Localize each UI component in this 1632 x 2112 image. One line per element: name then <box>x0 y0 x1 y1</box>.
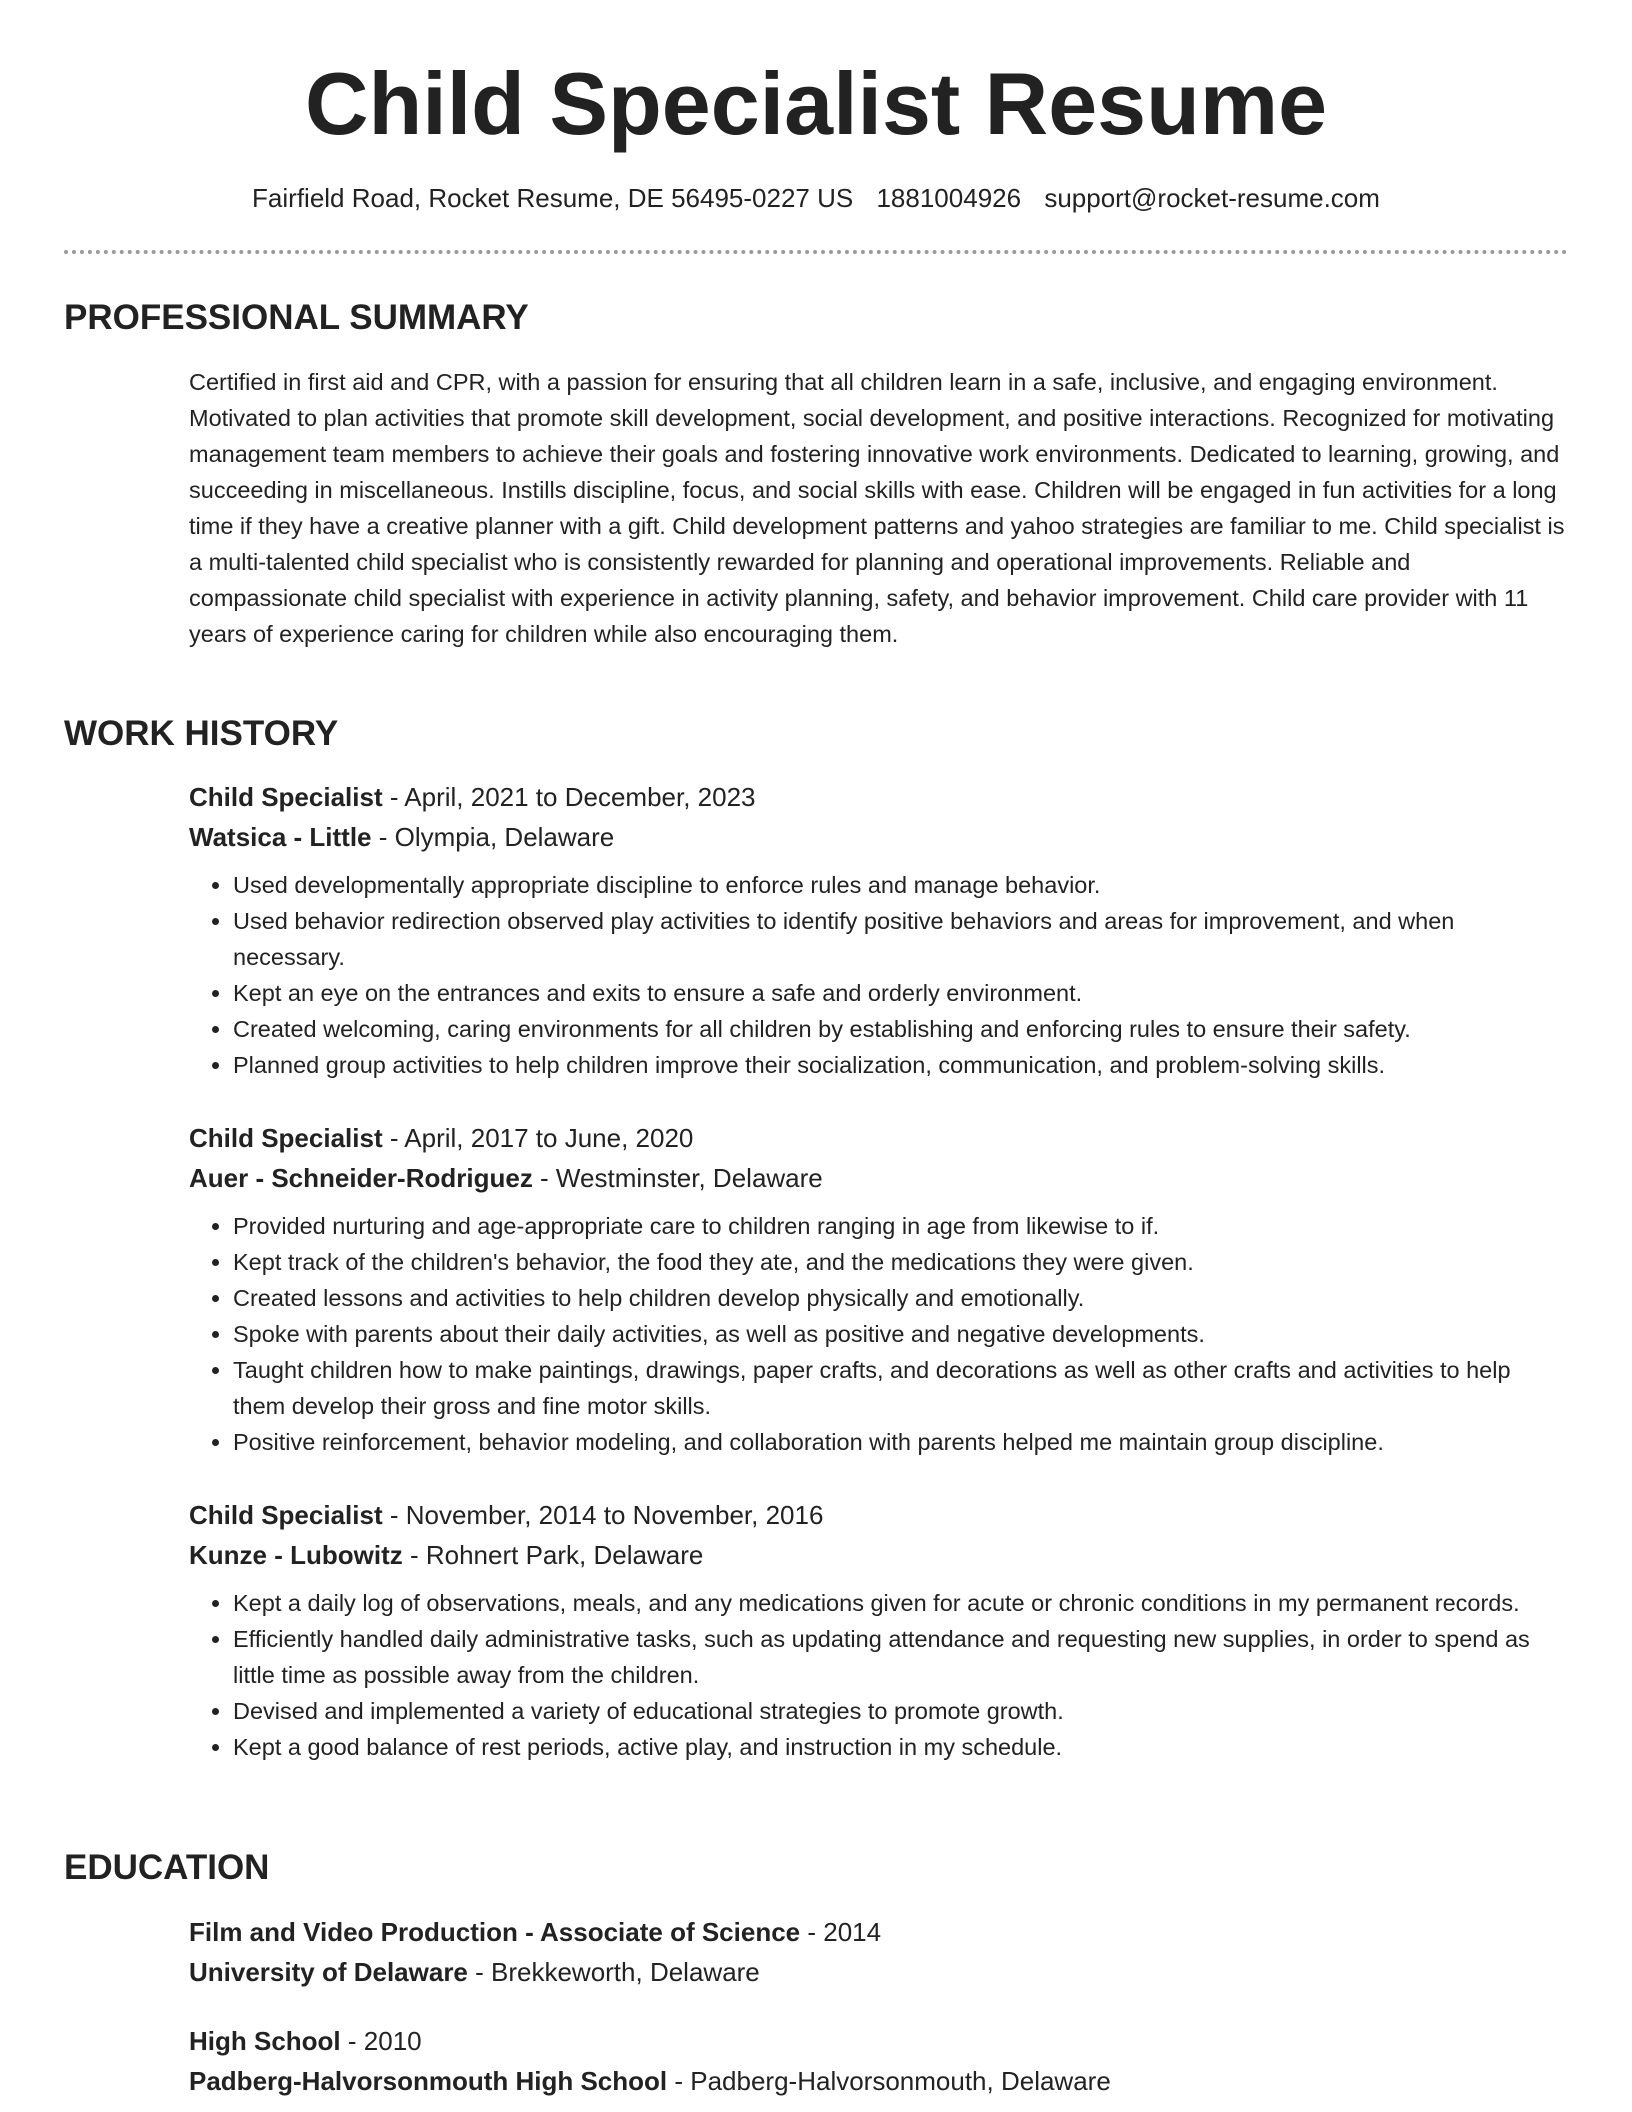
job-company-line <box>189 817 1569 857</box>
list-item: • Used developmentally appropriate discipline to enforce rules and manage behavior. <box>233 867 1569 903</box>
list-item: • Kept track of the children's behavior, the food they ate, and the medications they were given. <box>233 1244 1569 1280</box>
contact-line <box>0 180 1632 216</box>
education-school-line <box>189 1952 1569 1992</box>
job-2 <box>189 1118 1569 1460</box>
education-heading: EDUCATION <box>64 1848 270 1887</box>
education-year: - 2014 <box>800 1917 882 1947</box>
education-school: University of Delaware <box>189 1957 468 1987</box>
job-role: Child Specialist <box>189 1123 383 1153</box>
education-school: Padberg-Halvorsonmouth High School <box>189 2066 668 2096</box>
list-item: • Used behavior redirection observed play activities to identify positive behaviors and areas for improvement, and when necessary. <box>233 903 1569 975</box>
education-year: - 2010 <box>340 2026 422 2056</box>
job-title-line <box>189 777 1569 817</box>
job-location: - Rohnert Park, Delaware <box>402 1540 704 1570</box>
job-company-line <box>189 1158 1569 1198</box>
list-item: • Positive reinforcement, behavior modeling, and collaboration with parents helped me maintain group discipline. <box>233 1424 1569 1460</box>
list-item: • Efficiently handled daily administrative tasks, such as updating attendance and requesting new supplies, in order to spend as little time as possible away from the children. <box>233 1621 1569 1693</box>
education-location: - Padberg-Halvorsonmouth, Delaware <box>667 2066 1111 2096</box>
education-school-line <box>189 2061 1569 2101</box>
education-degree-line <box>189 1912 1569 1952</box>
list-item: • Kept a daily log of observations, meals, and any medications given for acute or chronic conditions in my permanent records. <box>233 1585 1569 1621</box>
summary-section <box>189 364 1569 652</box>
job-dates: - April, 2017 to June, 2020 <box>382 1123 694 1153</box>
education-entry-1 <box>189 1912 1569 1992</box>
contact-address: Fairfield Road, Rocket Resume, DE 56495-0227 US <box>252 183 854 213</box>
job-location: - Olympia, Delaware <box>371 822 615 852</box>
contact-email: support@rocket-resume.com <box>1044 183 1380 213</box>
list-item: • Taught children how to make paintings, drawings, paper crafts, and decorations as well as other crafts and activities to help them develop their gross and fine motor skills. <box>233 1352 1569 1424</box>
education-degree: Film and Video Production - Associate of Science <box>189 1917 801 1947</box>
job-dates: - November, 2014 to November, 2016 <box>382 1500 824 1530</box>
list-item: • Planned group activities to help children improve their socialization, communication, and problem-solving skills. <box>233 1047 1569 1083</box>
summary-text: Certified in first aid and CPR, with a passion for ensuring that all children learn in a safe, inclusive, and engaging environment. Motivated to plan activities that promote skill development, social development, and positive interactions. Recognized for motivating management team members to achieve their goals and fostering innovative work environments. Dedicated to learning, growing, and succeeding in miscellaneous. Instills discipline, focus, and social skills with ease. Children will be engaged in fun activities for a long time if they have a creative planner with a gift. Child development patterns and yahoo strategies are familiar to me. Child specialist is a multi-talented child specialist who is consistently rewarded for planning and operational improvements. Reliable and compassionate child specialist with experience in activity planning, safety, and behavior improvement. Child care provider with 11 years of experience caring for children while also encouraging them. <box>189 369 1565 647</box>
job-title-line <box>189 1495 1569 1535</box>
list-item: • Devised and implemented a variety of educational strategies to promote growth. <box>233 1693 1569 1729</box>
job-role: Child Specialist <box>189 782 383 812</box>
job-company-line <box>189 1535 1569 1575</box>
job-company: Kunze - Lubowitz <box>189 1540 403 1570</box>
job-bullets <box>189 1208 1569 1460</box>
job-dates: - April, 2021 to December, 2023 <box>382 782 756 812</box>
job-1 <box>189 777 1569 1083</box>
education-entry-2 <box>189 2021 1569 2101</box>
list-item: • Created welcoming, caring environments for all children by establishing and enforcing rules to ensure their safety. <box>233 1011 1569 1047</box>
education-location: - Brekkeworth, Delaware <box>467 1957 760 1987</box>
work-history-heading: WORK HISTORY <box>64 714 339 753</box>
summary-heading: PROFESSIONAL SUMMARY <box>64 298 529 337</box>
job-location: - Westminster, Delaware <box>532 1163 823 1193</box>
job-company: Auer - Schneider-Rodriguez <box>189 1163 533 1193</box>
resume-title: Child Specialist Resume <box>304 54 1328 153</box>
list-item: • Kept a good balance of rest periods, active play, and instruction in my schedule. <box>233 1729 1569 1765</box>
contact-phone: 1881004926 <box>876 183 1022 213</box>
job-bullets <box>189 1585 1569 1765</box>
list-item: • Spoke with parents about their daily activities, as well as positive and negative developments. <box>233 1316 1569 1352</box>
list-item: • Provided nurturing and age-appropriate care to children ranging in age from likewise to if. <box>233 1208 1569 1244</box>
job-title-line <box>189 1118 1569 1158</box>
list-item: • Created lessons and activities to help children develop physically and emotionally. <box>233 1280 1569 1316</box>
list-item: • Kept an eye on the entrances and exits to ensure a safe and orderly environment. <box>233 975 1569 1011</box>
education-degree: High School <box>189 2026 341 2056</box>
header-divider <box>64 250 1568 254</box>
job-role: Child Specialist <box>189 1500 383 1530</box>
job-bullets <box>189 867 1569 1083</box>
job-company: Watsica - Little <box>189 822 372 852</box>
education-degree-line <box>189 2021 1569 2061</box>
job-3 <box>189 1495 1569 1765</box>
